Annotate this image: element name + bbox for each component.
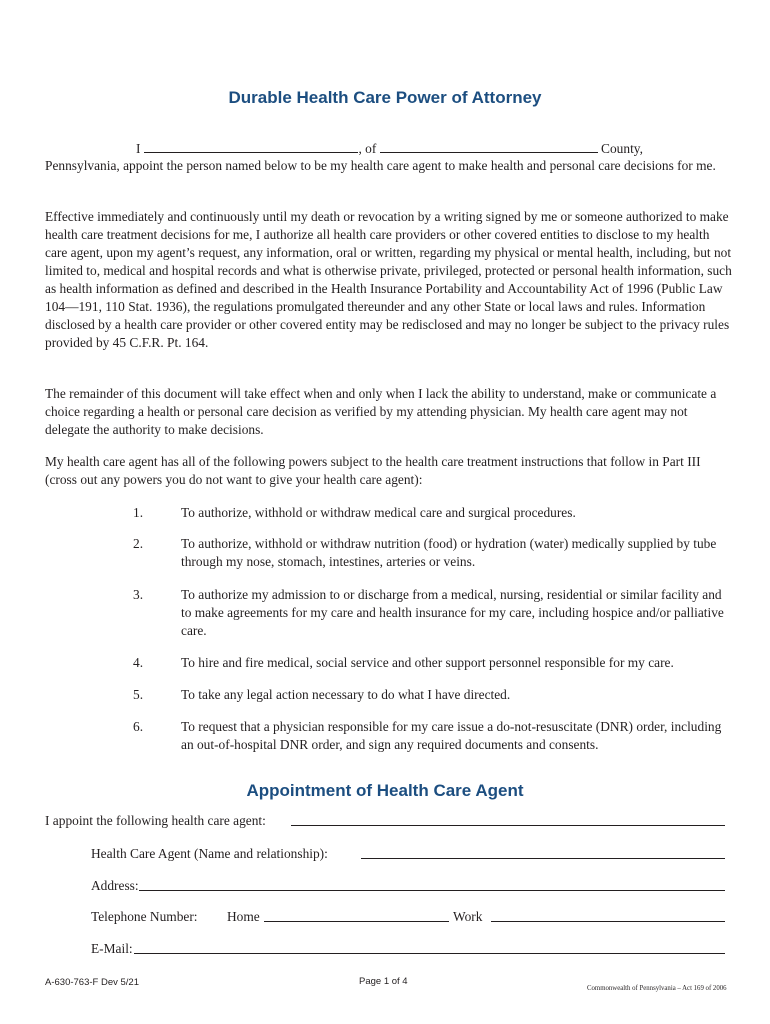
- paragraph-powers-intro: My health care agent has all of the following powers subject to the health care treatment instructions that follow in Part III (cross out any powers you do not want to give your health care agent):: [45, 454, 701, 487]
- power-text: To hire and fire medical, social service and other support personnel responsible for my care.: [181, 655, 674, 670]
- power-number: 6.: [133, 719, 144, 734]
- paragraph-disclosure: Effective immediately and continuously until my death or revocation by a writing signed by me or someone authorized to make health care treatment decisions for me, I authorize all health care providers or other covered entities to disclose to my health care agent, upon my agent’s request, any information, oral or written, regarding my physical or mental health, including, but not limited to, medical and hospital records and what is otherwise private, privileged, protected or personal health information, such as health information as defined and described in the Health Insurance Portability and Accountability Act of 1996 (Public Law 104—191, 110 Stat. 1936), the regulations promulgated thereunder and any other State or local laws and rules. Information disclosed by a health care provider or other covered entity may be redisclosed and may no longer be subject to the privacy rules provided by 45 C.F.R. Pt. 164.: [45, 209, 732, 350]
- paragraph-effective: The remainder of this document will take effect when and only when I lack the ability to understand, make or communicate a choice regarding a health or personal care decision as verified by my attending physician. My health care agent may not delegate the authority to make decisions.: [45, 386, 717, 437]
- work-label: Work: [453, 909, 483, 924]
- agent-name-label: Health Care Agent (Name and relationship):: [91, 846, 328, 861]
- power-text: To take any legal action necessary to do what I have directed.: [181, 687, 511, 702]
- work-phone-field[interactable]: [491, 921, 725, 922]
- page-number: Page 1 of 4: [359, 976, 408, 987]
- home-label: Home: [227, 909, 260, 924]
- power-number: 2.: [133, 536, 144, 551]
- power-number: 5.: [133, 687, 144, 702]
- county-field[interactable]: [380, 139, 598, 153]
- intro-of-label: , of: [358, 141, 377, 156]
- power-number: 3.: [133, 587, 144, 602]
- form-id: A-630-763-F Dev 5/21: [45, 977, 139, 988]
- telephone-label: Telephone Number:: [91, 909, 198, 924]
- intro-county-label: County,: [601, 141, 643, 156]
- statute-note: Commonwealth of Pennsylvania – Act 169 of 2006: [587, 985, 727, 992]
- agent-name-field[interactable]: [361, 858, 725, 859]
- appoint-label: I appoint the following health care agent:: [45, 813, 266, 828]
- intro-i-label: I: [136, 141, 141, 156]
- address-label: Address:: [91, 878, 139, 893]
- power-number: 1.: [133, 505, 144, 520]
- power-text: To request that a physician responsible for my care issue a do-not-resuscitate (DNR) order, including an out-of-hospital DNR order, and sign any required documents and consents.: [181, 719, 722, 752]
- document-title: Durable Health Care Power of Attorney: [228, 88, 542, 107]
- principal-name-field[interactable]: [144, 139, 358, 153]
- address-field[interactable]: [139, 890, 725, 891]
- email-field[interactable]: [134, 953, 725, 954]
- intro-continuation: Pennsylvania, appoint the person named below to be my health care agent to make health and personal care decisions for me.: [45, 158, 716, 173]
- power-text: To authorize, withhold or withdraw medical care and surgical procedures.: [181, 505, 576, 520]
- intro-line: [136, 139, 643, 158]
- appointment-heading: Appointment of Health Care Agent: [246, 781, 524, 800]
- power-text: To authorize my admission to or discharge from a medical, nursing, residential or similar facility and to make agreements for my care and health insurance for my care, including hospice and/or palliative care.: [181, 587, 724, 638]
- power-text: To authorize, withhold or withdraw nutrition (food) or hydration (water) medically supplied by tube through my nose, stomach, intestines, arteries or veins.: [181, 536, 717, 569]
- appoint-agent-field[interactable]: [291, 825, 725, 826]
- email-label: E-Mail:: [91, 941, 133, 956]
- power-number: 4.: [133, 655, 144, 670]
- home-phone-field[interactable]: [264, 921, 449, 922]
